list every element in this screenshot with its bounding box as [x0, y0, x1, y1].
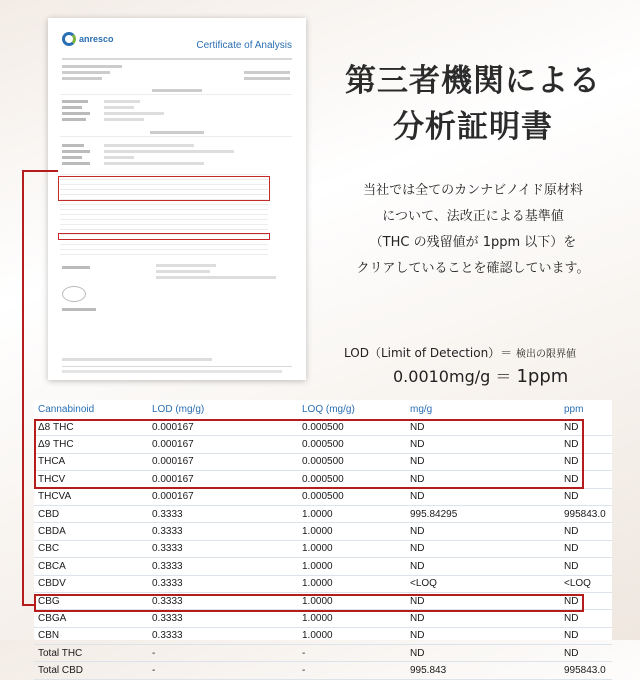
cell-ppm: ND — [536, 488, 612, 505]
cell-loq: 0.000500 — [298, 453, 406, 470]
cell-lod: 0.000167 — [148, 471, 298, 488]
description-line-4: クリアしていることを確認しています。 — [356, 261, 590, 276]
cell-ppm: ND — [536, 419, 612, 436]
header-mg-g: mg/g — [410, 404, 433, 415]
connector-line-top — [22, 170, 58, 172]
cell-loq: 0.000500 — [298, 419, 406, 436]
cell-cannabinoid: CBC — [34, 540, 148, 557]
cell-loq: 0.000500 — [298, 436, 406, 453]
cell-mg-g: ND — [406, 488, 536, 505]
table-row — [34, 627, 612, 644]
cell-mg-g: ND — [406, 592, 536, 609]
cell-ppm: ND — [536, 523, 612, 540]
header-cannabinoid: Cannabinoid — [38, 404, 95, 415]
cell-cannabinoid: THCA — [34, 453, 148, 470]
connector-line-bottom — [22, 604, 34, 606]
cell-cannabinoid: CBN — [34, 627, 148, 644]
cell-lod: 0.3333 — [148, 523, 298, 540]
cell-loq: 0.000500 — [298, 488, 406, 505]
results-table — [34, 400, 612, 677]
cell-loq: - — [298, 645, 406, 662]
cell-lod: - — [148, 662, 298, 679]
cell-mg-g: 995.84295 — [406, 505, 536, 522]
cell-cannabinoid: CBGA — [34, 610, 148, 627]
divider — [62, 58, 292, 60]
cell-lod: 0.000167 — [148, 488, 298, 505]
cell-ppm: ND — [536, 471, 612, 488]
cell-cannabinoid: CBDV — [34, 575, 148, 592]
cell-ppm: ND — [536, 627, 612, 644]
cell-loq: 1.0000 — [298, 523, 406, 540]
cell-lod: 0.3333 — [148, 540, 298, 557]
cell-mg-g: ND — [406, 523, 536, 540]
certificate-title: Certificate of Analysis — [196, 40, 292, 51]
heading-line-1: 第三者機関による — [345, 63, 601, 99]
cell-loq: 1.0000 — [298, 575, 406, 592]
doc-highlight-total-thc — [58, 233, 270, 240]
cell-ppm: ND — [536, 436, 612, 453]
certificate-document-image — [48, 18, 306, 380]
table-row — [34, 575, 612, 592]
cell-loq: 1.0000 — [298, 540, 406, 557]
table-row — [34, 558, 612, 575]
anresco-logo — [62, 32, 114, 46]
description-line-1: 当社では全てのカンナビノイド原材料 — [363, 183, 583, 198]
heading-line-2: 分析証明書 — [393, 109, 553, 145]
cell-cannabinoid: Total THC — [34, 645, 148, 662]
cell-mg-g: ND — [406, 436, 536, 453]
cell-ppm: ND — [536, 453, 612, 470]
table-row — [34, 662, 612, 679]
doc-highlight-thc — [58, 176, 270, 201]
cell-lod: - — [148, 645, 298, 662]
header-ppm: ppm — [564, 404, 584, 415]
connector-line-vertical — [22, 170, 24, 606]
cell-ppm: ND — [536, 558, 612, 575]
table-row — [34, 505, 612, 522]
cell-lod: 0.3333 — [148, 505, 298, 522]
cell-mg-g: ND — [406, 610, 536, 627]
table-row — [34, 540, 612, 557]
lod-definition-text: LOD（Limit of Detection）＝ — [344, 346, 513, 360]
cell-lod: 0.000167 — [148, 453, 298, 470]
cell-mg-g: ND — [406, 627, 536, 644]
anresco-logo-icon — [62, 32, 76, 46]
lod-value-eq: ＝ — [495, 367, 512, 386]
cell-lod: 0.3333 — [148, 610, 298, 627]
cell-ppm: 995843.0 — [536, 505, 612, 522]
table-row — [34, 453, 612, 470]
header-loq: LOQ (mg/g) — [302, 404, 355, 415]
cell-lod: 0.000167 — [148, 436, 298, 453]
cell-cannabinoid: CBDA — [34, 523, 148, 540]
cell-loq: 1.0000 — [298, 558, 406, 575]
cell-lod: 0.3333 — [148, 575, 298, 592]
signature-stamp — [62, 286, 86, 302]
cell-loq: - — [298, 662, 406, 679]
header-lod: LOD (mg/g) — [152, 404, 205, 415]
cell-cannabinoid: Δ9 THC — [34, 436, 148, 453]
cell-lod: 0.3333 — [148, 592, 298, 609]
table-row — [34, 645, 612, 662]
lod-value-result: 1ppm — [516, 366, 569, 387]
cell-cannabinoid: THCVA — [34, 488, 148, 505]
cell-ppm: ND — [536, 592, 612, 609]
cell-mg-g: ND — [406, 453, 536, 470]
cell-ppm: ND — [536, 645, 612, 662]
cell-cannabinoid: CBCA — [34, 558, 148, 575]
cell-loq: 1.0000 — [298, 627, 406, 644]
cell-mg-g: <LOQ — [406, 575, 536, 592]
cell-loq: 0.000500 — [298, 471, 406, 488]
cell-loq: 1.0000 — [298, 505, 406, 522]
cell-ppm: 995843.0 — [536, 662, 612, 679]
table-row — [34, 523, 612, 540]
lod-definition — [344, 344, 576, 361]
cell-cannabinoid: Δ8 THC — [34, 419, 148, 436]
table-row — [34, 419, 612, 436]
table-row — [34, 592, 612, 609]
cell-mg-g: ND — [406, 645, 536, 662]
description-line-3: （THC の残留値が 1ppm 以下）を — [369, 235, 577, 250]
lod-value-prefix: 0.0010mg/g — [393, 367, 491, 386]
cell-mg-g: ND — [406, 471, 536, 488]
cell-cannabinoid: CBD — [34, 505, 148, 522]
cell-ppm: ND — [536, 540, 612, 557]
table-row — [34, 610, 612, 627]
cell-cannabinoid: THCV — [34, 471, 148, 488]
cell-lod: 0.3333 — [148, 627, 298, 644]
cell-mg-g: ND — [406, 558, 536, 575]
lod-value — [393, 364, 568, 387]
cell-mg-g: ND — [406, 419, 536, 436]
logo-text: anresco — [79, 34, 114, 44]
cell-cannabinoid: Total CBD — [34, 662, 148, 679]
cell-mg-g: 995.843 — [406, 662, 536, 679]
table-row — [34, 488, 612, 505]
lod-definition-jp: 検出の限界値 — [516, 349, 577, 360]
cell-ppm: <LOQ — [536, 575, 612, 592]
cell-cannabinoid: CBG — [34, 592, 148, 609]
cell-mg-g: ND — [406, 540, 536, 557]
table-row — [34, 471, 612, 488]
cell-loq: 1.0000 — [298, 592, 406, 609]
description-line-2: について、法改正による基準値 — [382, 209, 564, 224]
cell-loq: 1.0000 — [298, 610, 406, 627]
table-header-row — [34, 400, 612, 419]
cell-lod: 0.3333 — [148, 558, 298, 575]
cell-ppm: ND — [536, 610, 612, 627]
table-row — [34, 436, 612, 453]
cell-lod: 0.000167 — [148, 419, 298, 436]
